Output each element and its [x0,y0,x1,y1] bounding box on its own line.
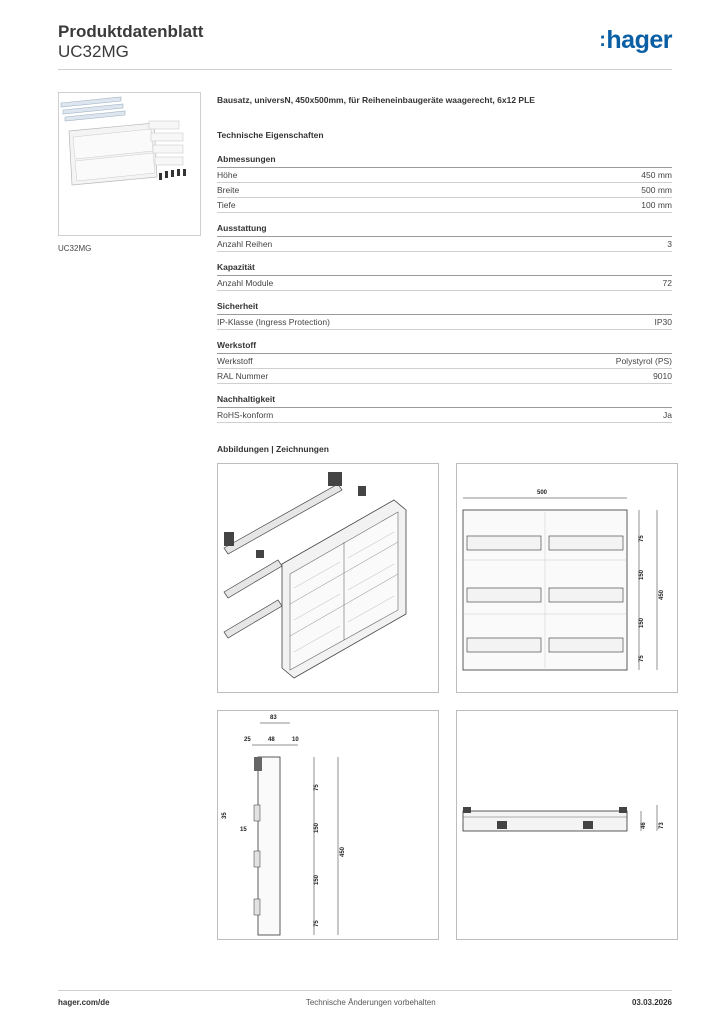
dim-e: 15 [240,827,247,833]
spec-row [217,369,672,384]
dim-d: 35 [222,812,228,819]
spec-group [217,154,672,213]
spec-label: IP-Klasse (Ingress Protection) [217,317,330,327]
dim-seg1: 75 [639,535,645,542]
dim-s3: 150 [314,874,320,885]
footer-notice: Technische Änderungen vorbehalten [305,998,436,1007]
dim-height: 450 [659,589,665,600]
dim-total: 83 [270,715,277,721]
spec-group [217,340,672,384]
spec-row [217,354,672,369]
spec-group-title: Abmessungen [217,154,672,168]
product-caption: UC32MG [58,244,92,253]
spec-row [217,276,672,291]
dim-seg2: 150 [639,569,645,580]
dim-c: 10 [292,737,299,743]
spec-value: 9010 [653,371,672,381]
spec-value: 100 mm [641,200,672,210]
dim-s1: 75 [314,784,320,791]
hager-logo: :hager [599,26,672,54]
spec-label: Anzahl Reihen [217,239,273,249]
drawing-bottom [456,710,678,940]
spec-row [217,198,672,213]
spec-groups [217,154,672,423]
spec-label: Werkstoff [217,356,253,366]
spec-label: Anzahl Module [217,278,274,288]
page-title: Produktdatenblatt [58,22,204,41]
spec-row [217,408,672,423]
spec-label: RAL Nummer [217,371,269,381]
dim-d2: 73 [659,822,665,829]
drawings-heading: Abbildungen | Zeichnungen [217,444,329,454]
spec-section [217,94,672,433]
drawing-side [217,710,439,940]
dim-d1: 46 [641,822,647,829]
product-image [58,92,201,236]
dim-seg4: 75 [639,655,645,662]
dim-a: 25 [244,737,251,743]
spec-group-title: Werkstoff [217,340,672,354]
spec-label: RoHS-konform [217,410,274,420]
footer-date: 03.03.2026 [631,998,672,1007]
article-number: UC32MG [58,42,129,61]
dim-s2: 150 [314,822,320,833]
spec-label: Tiefe [217,200,236,210]
tech-heading: Technische Eigenschaften [217,130,324,140]
spec-value: 3 [667,239,672,249]
spec-row [217,237,672,252]
spec-group-title: Kapazität [217,262,672,276]
spec-group-title: Nachhaltigkeit [217,394,672,408]
spec-group [217,394,672,423]
spec-row [217,168,672,183]
spec-group-title: Sicherheit [217,301,672,315]
footer-website-link[interactable]: hager.com/de [58,998,110,1007]
dim-h: 450 [340,846,346,857]
spec-value: 500 mm [641,185,672,195]
spec-group [217,262,672,291]
spec-value: 72 [662,278,672,288]
spec-group [217,223,672,252]
spec-label: Breite [217,185,240,195]
spec-value: IP30 [654,317,672,327]
dim-width: 500 [537,490,548,496]
spec-label: Höhe [217,170,238,180]
dim-s4: 75 [314,920,320,927]
dim-seg3: 150 [639,617,645,628]
spec-group-title: Ausstattung [217,223,672,237]
spec-group [217,301,672,330]
spec-value: Polystyrol (PS) [615,356,672,366]
page-footer [58,990,672,1007]
page-header [58,22,672,70]
spec-value: Ja [663,410,672,420]
drawing-isometric [217,463,439,693]
spec-row [217,183,672,198]
spec-row [217,315,672,330]
drawing-front [456,463,678,693]
product-description: Bausatz, universN, 450x500mm, für Reiheneinbaugeräte waagerecht, 6x12 PLE [217,95,535,105]
dim-b: 48 [268,737,275,743]
spec-value: 450 mm [641,170,672,180]
